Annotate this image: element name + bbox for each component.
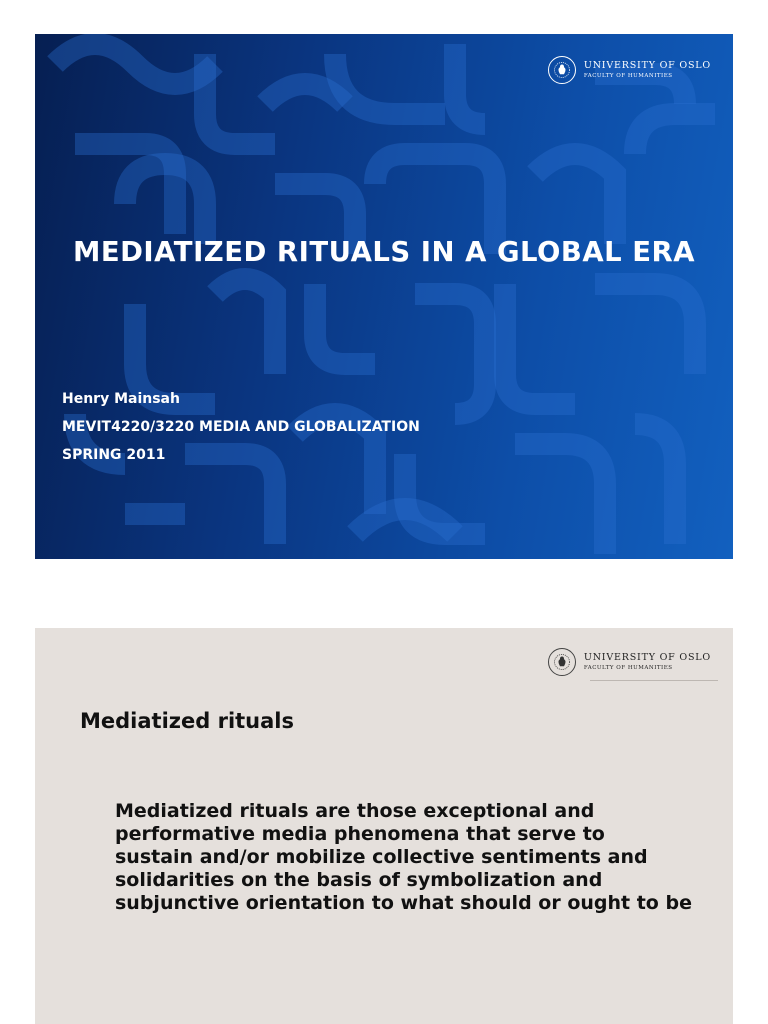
university-name: UNIVERSITY OF OSLO bbox=[583, 652, 711, 663]
title-slide bbox=[35, 34, 733, 559]
body-line: performative media phenomena that serve to bbox=[115, 823, 605, 845]
decorative-pattern bbox=[35, 34, 733, 559]
body-line: solidarities on the basis of symbolization and bbox=[115, 869, 603, 891]
university-name: UNIVERSITY OF OSLO bbox=[583, 60, 711, 71]
university-logo bbox=[548, 56, 711, 84]
slide-title: MEDIATIZED RITUALS IN A GLOBAL ERA bbox=[72, 236, 696, 268]
university-seal-icon bbox=[548, 56, 576, 84]
author-name: Henry Mainsah bbox=[62, 391, 180, 407]
faculty-name: FACULTY OF HUMANITIES bbox=[583, 72, 673, 79]
body-line: subjunctive orientation to what should or ought to be bbox=[115, 892, 692, 914]
course-name: MEVIT4220/3220 MEDIA AND GLOBALIZATION bbox=[62, 419, 420, 435]
body-line: sustain and/or mobilize collective sentiments and bbox=[115, 846, 648, 868]
faculty-name: FACULTY OF HUMANITIES bbox=[583, 664, 673, 671]
body-line: Mediatized rituals are those exceptional and bbox=[115, 800, 595, 822]
university-logo bbox=[548, 648, 711, 676]
university-seal-icon bbox=[548, 648, 576, 676]
content-slide bbox=[35, 628, 733, 1024]
logo-divider bbox=[590, 680, 718, 681]
term: SPRING 2011 bbox=[62, 447, 166, 463]
body-text bbox=[115, 800, 715, 915]
slide-title: Mediatized rituals bbox=[80, 709, 294, 733]
